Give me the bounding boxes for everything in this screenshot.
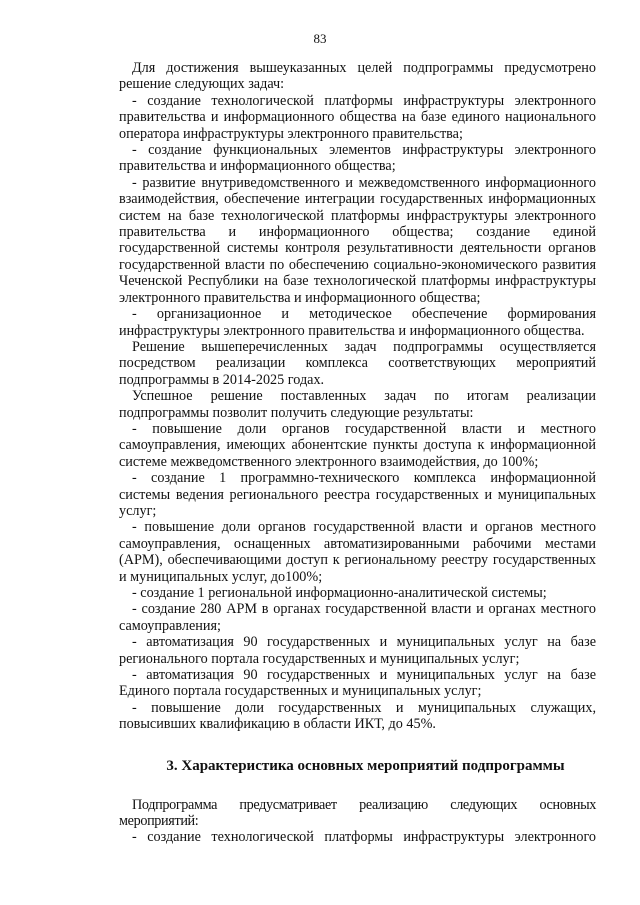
paragraph: - развитие внутриведомственного и межведомственного информационного взаимодействия, обеспечение интеграции государственных информационных систем на базе технологической платформы инфраструктуры электронного правительства и информационного общества; создание единой государственной системы контроля результативности деятельности органов государственной власти по обеспечению социально-экономического развития Чеченской Республики на базе технологической платформы инфраструктуры электронного правительства и информационного общества; <box>119 174 596 306</box>
paragraphs-before-heading <box>119 60 596 733</box>
page-number: 83 <box>313 31 327 46</box>
paragraph: - создание 280 АРМ в органах государственной власти и органах местного самоуправления; <box>119 601 596 634</box>
paragraph: Подпрограмма предусматривает реализацию следующих основных мероприятий: <box>119 796 596 830</box>
paragraph: - создание 1 программно-технического комплекса информационной системы ведения регионального реестра государственных и муниципальных услуг; <box>119 470 596 519</box>
section-heading: 3. Характеристика основных мероприятий подпрограммы <box>166 757 565 774</box>
paragraph: - создание технологической платформы инфраструктуры электронного правительства и информационного общества на базе единого национального оператора инфраструктуры электронного правительства; <box>119 92 596 142</box>
paragraph: - создание 1 региональной информационно-аналитической системы; <box>132 585 547 601</box>
paragraph: - создание технологической платформы инфраструктуры электронного <box>132 829 596 846</box>
document-body <box>119 60 596 846</box>
paragraph: - автоматизация 90 государственных и муниципальных услуг на базе Единого портала государственных и муниципальных услуг; <box>119 667 596 700</box>
paragraph: - создание функциональных элементов инфраструктуры электронного правительства и информационного общества; <box>119 142 596 175</box>
paragraph: Для достижения вышеуказанных целей подпрограммы предусмотрено решение следующих задач: <box>119 60 596 93</box>
paragraph: - повышение доли государственных и муниципальных служащих, повысивших квалификацию в области ИКТ, до 45%. <box>119 699 596 733</box>
paragraph: - автоматизация 90 государственных и муниципальных услуг на базе регионального портала государственных и муниципальных услуг; <box>119 634 596 667</box>
paragraph: - повышение доли органов государственной власти и органов местного самоуправления, оснащенных автоматизированными рабочими местами (АРМ), обеспечивающими доступ к региональному реестру государственных и муниципальных услуг, до100%; <box>119 519 596 585</box>
paragraph: - организационное и методическое обеспечение формирования инфраструктуры электронного правительства и информационного общества. <box>119 306 596 339</box>
paragraph: Решение вышеперечисленных задач подпрограммы осуществляется посредством реализации комплекса соответствующих мероприятий подпрограммы в 2014-2025 годах. <box>119 338 596 388</box>
paragraph: Успешное решение поставленных задач по итогам реализации подпрограммы позволит получить следующие результаты: <box>119 388 596 421</box>
paragraph: - повышение доли органов государственной власти и местного самоуправления, имеющих абонентские пункты доступа к информационной системе межведомственного электронного взаимодействия, до 100%; <box>119 420 596 470</box>
paragraphs-after-heading <box>119 797 596 846</box>
